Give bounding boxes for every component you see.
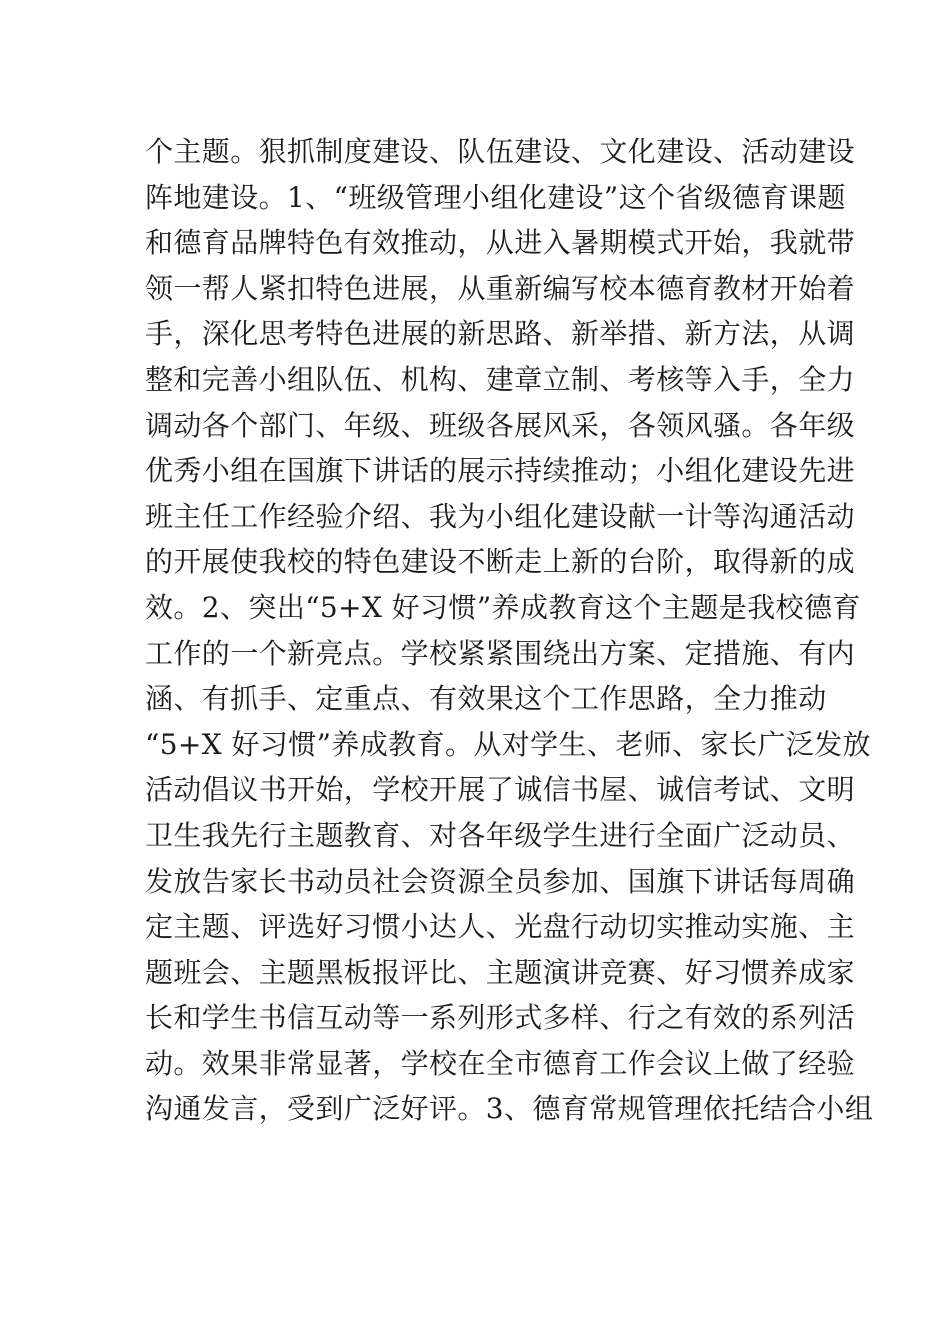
body-text (145, 129, 874, 1132)
text-line: 发放告家长书动员社会资源全员参加、国旗下讲话每周确 (145, 864, 856, 898)
text-line: 活动倡议书开始，学校开展了诚信书屋、诚信考试、文明 (145, 773, 856, 807)
text-line: 阵地建设。1、“班级管理小组化建设”这个省级德育课题 (145, 180, 846, 214)
text-line: 工作的一个新亮点。学校紧紧围绕出方案、定措施、有内 (145, 636, 856, 670)
text-line: “5+X 好习惯”养成教育。从对学生、老师、家长广泛发放 (145, 727, 871, 761)
text-line: 手，深化思考特色进展的新思路、新举措、新方法，从调 (145, 317, 856, 351)
text-line: 定主题、评选好习惯小达人、光盘行动切实推动实施、主 (145, 910, 856, 944)
text-line: 调动各个部门、年级、班级各展风采，各领风骚。各年级 (145, 408, 856, 442)
text-line: 优秀小组在国旗下讲话的展示持续推动；小组化建设先进 (145, 454, 856, 488)
text-line: 班主任工作经验介绍、我为小组化建设献一计等沟通活动 (145, 499, 856, 533)
text-line: 整和完善小组队伍、机构、建章立制、考核等入手，全力 (145, 362, 856, 396)
text-line: 的开展使我校的特色建设不断走上新的台阶，取得新的成 (145, 545, 856, 579)
text-line: 效。2、突出“5+X 好习惯”养成教育这个主题是我校德育 (145, 590, 861, 624)
text-line: 题班会、主题黑板报评比、主题演讲竞赛、好习惯养成家 (145, 955, 856, 989)
text-line: 和德育品牌特色有效推动，从进入暑期模式开始，我就带 (145, 226, 856, 260)
text-line: 领一帮人紧扣特色进展，从重新编写校本德育教材开始着 (145, 271, 856, 305)
text-line: 涵、有抓手、定重点、有效果这个工作思路，全力推动 (145, 682, 827, 716)
text-line: 长和学生书信互动等一系列形式多样、行之有效的系列活 (145, 1001, 856, 1035)
text-line: 动。效果非常显著，学校在全市德育工作会议上做了经验 (145, 1046, 856, 1080)
text-line: 卫生我先行主题教育、对各年级学生进行全面广泛动员、 (145, 818, 856, 852)
text-line: 沟通发言，受到广泛好评。3、德育常规管理依托结合小组 (145, 1092, 874, 1126)
text-line: 个主题。狠抓制度建设、队伍建设、文化建设、活动建设 (145, 135, 856, 168)
